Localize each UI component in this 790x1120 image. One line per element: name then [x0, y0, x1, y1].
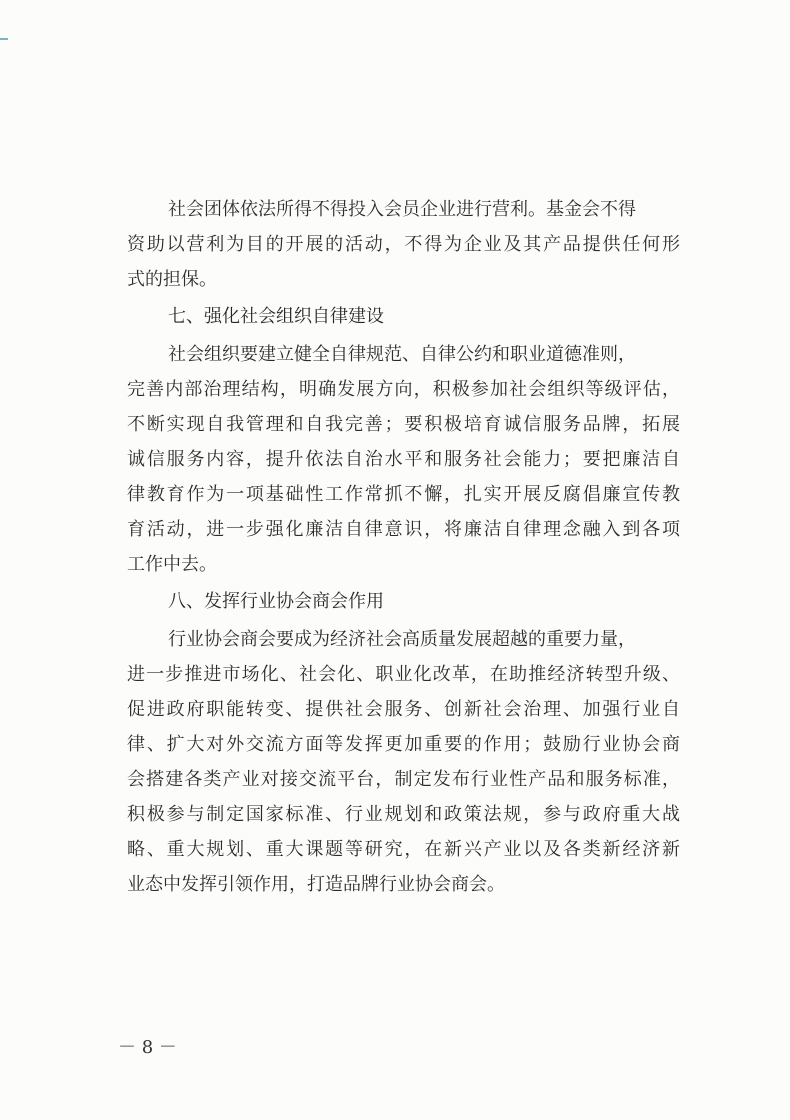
paragraph-line: 资助以营利为目的开展的活动，不得为企业及其产品提供任何形	[127, 234, 680, 255]
margin-mark	[0, 38, 8, 40]
page-number: － 8 －	[118, 1037, 177, 1058]
paragraph-line: 律、扩大对外交流方面等发挥更加重要的作用；鼓励行业协会商	[127, 734, 680, 755]
paragraph-line: 会搭建各类产业对接交流平台，制定发布行业性产品和服务标准，	[127, 769, 680, 790]
paragraph-line: 行业协会商会要成为经济社会高质量发展超越的重要力量，	[168, 629, 636, 650]
paragraph-line: 育活动，进一步强化廉洁自律意识，将廉洁自律理念融入到各项	[127, 519, 680, 540]
paragraph-line: 诚信服务内容，提升依法自治水平和服务社会能力；要把廉洁自	[127, 449, 680, 470]
paragraph-line: 完善内部治理结构，明确发展方向，积极参加社会组织等级评估，	[127, 379, 680, 400]
paragraph-line: 进一步推进市场化、社会化、职业化改革，在助推经济转型升级、	[127, 664, 680, 685]
paragraph-line: 不断实现自我管理和自我完善；要积极培育诚信服务品牌，拓展	[127, 414, 680, 435]
paragraph-line: 业态中发挥引领作用，打造品牌行业协会商会。	[127, 874, 505, 895]
paragraph-line: 促进政府职能转变、提供社会服务、创新社会治理、加强行业自	[127, 699, 680, 720]
paragraph-line: 略、重大规划、重大课题等研究，在新兴产业以及各类新经济新	[127, 839, 680, 860]
section-heading: 七、强化社会组织自律建设	[168, 306, 384, 327]
section-heading: 八、发挥行业协会商会作用	[168, 591, 384, 612]
paragraph-line: 社会团体依法所得不得投入会员企业进行营利。基金会不得	[168, 199, 636, 220]
paragraph-line: 社会组织要建立健全自律规范、自律公约和职业道德准则，	[168, 344, 636, 365]
paragraph-line: 工作中去。	[127, 554, 217, 575]
paragraph-line: 积极参与制定国家标准、行业规划和政策法规，参与政府重大战	[127, 804, 680, 825]
paragraph-line: 律教育作为一项基础性工作常抓不懈，扎实开展反腐倡廉宣传教	[127, 484, 680, 505]
paragraph-line: 式的担保。	[127, 269, 217, 290]
